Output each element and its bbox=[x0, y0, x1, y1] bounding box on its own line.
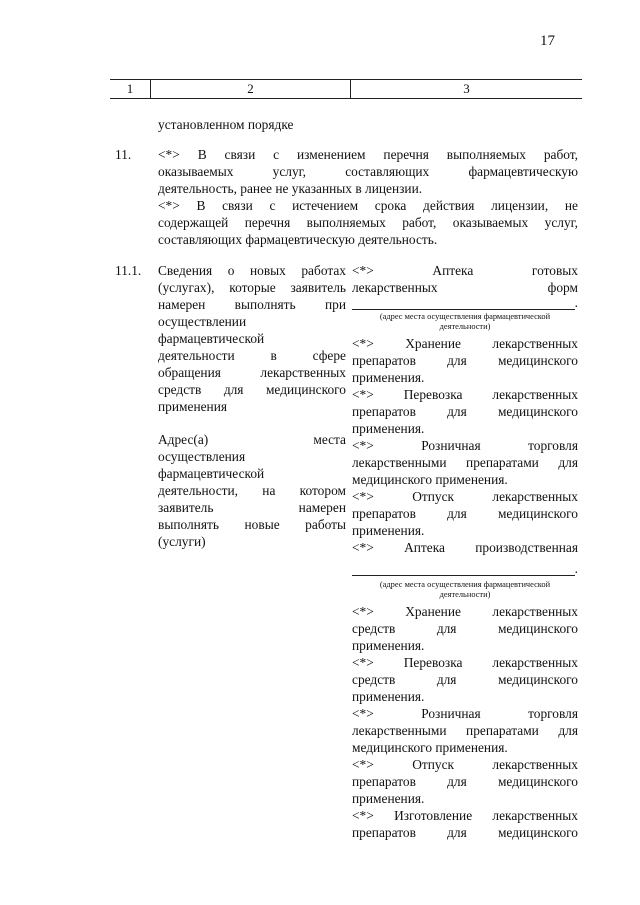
text-line: <*> Аптека производственная bbox=[352, 540, 578, 555]
item-11-text bbox=[158, 146, 578, 248]
text-line: лекарственных форм bbox=[352, 280, 578, 295]
address-underline bbox=[352, 575, 575, 576]
page-number: 17 bbox=[540, 33, 555, 49]
text-line: <*> Перевозка лекарственных bbox=[352, 387, 578, 402]
text-line: средств для медицинского bbox=[352, 672, 578, 687]
text-line: фармацевтической bbox=[158, 466, 265, 481]
option-pharmacy-ready bbox=[352, 262, 578, 335]
text-line: деятельности в сфере bbox=[158, 348, 346, 363]
text-line: применения. bbox=[352, 421, 425, 436]
text-line: применения. bbox=[352, 370, 425, 385]
text-line: препаратов для медицинского bbox=[352, 506, 578, 521]
text-line: фармацевтической bbox=[158, 331, 265, 346]
text-line: <*> Изготовление лекарственных bbox=[352, 808, 578, 823]
address-note bbox=[352, 576, 578, 603]
text-line: препаратов для медицинского bbox=[352, 404, 578, 419]
text-line: осуществлении bbox=[158, 314, 247, 329]
text-line: <*> В связи с истечением срока действия лицензии, не bbox=[158, 198, 578, 213]
address-underline bbox=[352, 309, 575, 310]
option-transport-1 bbox=[352, 386, 578, 437]
continued-text: установленном порядке bbox=[158, 117, 294, 132]
text-line: применения. bbox=[352, 523, 425, 538]
text-line: применения. bbox=[352, 689, 425, 704]
text-line: <*> Отпуск лекарственных bbox=[352, 489, 578, 504]
text-line: препаратов для медицинского bbox=[352, 774, 578, 789]
text-line: медицинского применения. bbox=[352, 472, 508, 487]
text-line: осуществления bbox=[158, 449, 246, 464]
text-line: <*> Перевозка лекарственных bbox=[352, 655, 578, 670]
text-line: <*> Хранение лекарственных bbox=[352, 336, 578, 351]
item-11-1-description bbox=[158, 262, 346, 415]
text-line: средств для медицинского bbox=[352, 621, 578, 636]
header-col-2: 2 bbox=[247, 81, 254, 96]
table-header-row bbox=[110, 79, 582, 99]
text-line: средств для медицинского bbox=[158, 382, 346, 397]
address-note bbox=[352, 310, 578, 335]
note-line: (адрес места осуществления фармацевтической bbox=[379, 580, 551, 589]
activity-options bbox=[352, 262, 578, 841]
address-line bbox=[352, 556, 578, 576]
text-line: <*> Аптека готовых bbox=[352, 263, 578, 278]
option-transport-2 bbox=[352, 654, 578, 705]
text-line: выполнять новые работы bbox=[158, 517, 346, 532]
period: . bbox=[574, 561, 578, 576]
option-retail-2 bbox=[352, 705, 578, 756]
option-manufacture bbox=[352, 807, 578, 841]
option-dispense-2 bbox=[352, 756, 578, 807]
note-line: деятельности) bbox=[439, 590, 491, 599]
address-line bbox=[352, 296, 578, 310]
text-line: применения. bbox=[352, 638, 425, 653]
text-line: содержащей перечня выполняемых работ, оказываемых услуг, bbox=[158, 215, 578, 230]
item-11-number: 11. bbox=[115, 147, 132, 162]
text-line: деятельность, ранее не указанных в лицензии. bbox=[158, 181, 423, 196]
option-pharmacy-production bbox=[352, 539, 578, 603]
text-line: составляющих фармацевтическую деятельность. bbox=[158, 232, 438, 247]
period: . bbox=[574, 295, 578, 310]
text-line: обращения лекарственных bbox=[158, 365, 346, 380]
option-dispense-1 bbox=[352, 488, 578, 539]
text-line: <*> Розничная торговля bbox=[352, 438, 578, 453]
text-line: лекарственными препаратами для bbox=[352, 455, 578, 470]
header-col-1: 1 bbox=[126, 81, 134, 96]
text-line: препаратов для медицинского bbox=[352, 825, 578, 840]
text-line: препаратов для медицинского bbox=[352, 353, 578, 368]
text-line: применения. bbox=[352, 791, 425, 806]
note-line: (адрес места осуществления фармацевтической bbox=[379, 312, 551, 321]
text-line: применения bbox=[158, 399, 228, 414]
text-line: медицинского применения. bbox=[352, 740, 508, 755]
text-line: (услуги) bbox=[158, 534, 206, 549]
text-line: намерен выполнять при bbox=[158, 297, 346, 312]
text-line: <*> Хранение лекарственных bbox=[352, 604, 578, 619]
text-line: (услугах), которые заявитель bbox=[158, 280, 346, 295]
note-line: деятельности) bbox=[439, 322, 491, 331]
option-storage-2 bbox=[352, 603, 578, 654]
option-storage-1 bbox=[352, 335, 578, 386]
text-line: Сведения о новых работах bbox=[158, 263, 346, 278]
text-line: <*> Отпуск лекарственных bbox=[352, 757, 578, 772]
text-line: <*> Розничная торговля bbox=[352, 706, 578, 721]
item-11-1-address-label bbox=[158, 431, 346, 550]
header-col-3: 3 bbox=[463, 81, 470, 96]
item-11-1-number: 11.1. bbox=[115, 263, 142, 278]
text-line: <*> В связи с изменением перечня выполняемых работ, bbox=[158, 147, 578, 162]
text-line: деятельности, на котором bbox=[158, 483, 346, 498]
text-line: оказываемых услуг, составляющих фармацевтическую bbox=[158, 164, 578, 179]
text-line: Адрес(а) места bbox=[158, 432, 346, 447]
option-retail-1 bbox=[352, 437, 578, 488]
text-line: лекарственными препаратами для bbox=[352, 723, 578, 738]
text-line: заявитель намерен bbox=[158, 500, 346, 515]
